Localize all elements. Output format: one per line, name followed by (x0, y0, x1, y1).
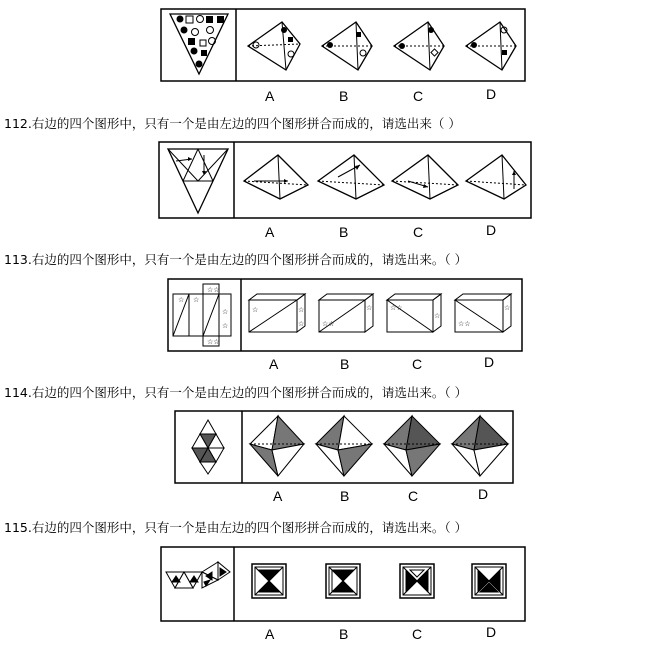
q112-option-a-figure (244, 155, 308, 199)
q111-figure-panel (160, 8, 526, 82)
q115-question (4, 518, 467, 536)
q113-question (4, 250, 467, 268)
q113-option-d-figure (455, 294, 511, 332)
q115-figure-panel (160, 546, 526, 622)
svg-text:☆: ☆ (298, 320, 305, 328)
svg-text:☆: ☆ (366, 304, 373, 312)
svg-text:☆: ☆ (222, 308, 229, 316)
q115-option-b-figure (326, 564, 360, 598)
q112-question (4, 114, 461, 132)
q111-option-b-figure (322, 22, 372, 70)
q115-option-c-figure (400, 564, 434, 598)
q111-option-b[interactable]: B (339, 88, 349, 104)
q111-option-c[interactable]: C (413, 88, 424, 104)
q112-source-triangle (168, 149, 228, 213)
svg-text:☆☆: ☆☆ (322, 320, 335, 328)
svg-text:☆: ☆ (298, 306, 305, 314)
svg-text:☆: ☆ (222, 322, 229, 330)
q115-text: 右边的四个图形中，只有一个是由左边的四个图形拼合而成的，请选出来。（ ） (31, 520, 468, 535)
q114-question (4, 383, 467, 401)
q112-option-b[interactable]: B (339, 224, 349, 240)
q113-source-net (173, 284, 231, 346)
q112-figure-panel (158, 141, 532, 219)
svg-text:☆☆: ☆☆ (207, 286, 220, 294)
q113-figure-panel (167, 278, 523, 352)
q113-option-d[interactable]: D (484, 354, 495, 370)
svg-text:☆: ☆ (434, 312, 441, 320)
q114-figure-panel (174, 410, 514, 484)
q113-option-c-figure (387, 294, 441, 332)
q114-source-net (192, 420, 224, 474)
q113-option-a[interactable]: A (269, 356, 279, 372)
q114-option-b[interactable]: B (340, 488, 350, 504)
q113-number: 113. (4, 252, 32, 267)
svg-text:☆: ☆ (504, 304, 511, 312)
q115-option-c[interactable]: C (412, 626, 423, 642)
q115-source-net (166, 562, 230, 588)
q112-text: 右边的四个图形中，只有一个是由左边的四个图形拼合而成的，请选出来（ ） (31, 116, 461, 131)
q113-option-c[interactable]: C (412, 356, 423, 372)
q113-option-b-figure (319, 294, 373, 332)
q112-option-c-figure (392, 155, 458, 199)
q114-text: 右边的四个图形中，只有一个是由左边的四个图形拼合而成的，请选出来。（ ） (31, 385, 468, 400)
q112-option-a[interactable]: A (265, 224, 275, 240)
q114-option-d-figure (452, 416, 508, 476)
svg-text:☆: ☆ (193, 296, 200, 304)
q113-option-a-figure (249, 294, 305, 332)
q115-number: 115. (4, 520, 32, 535)
q113-text: 右边的四个图形中，只有一个是由左边的四个图形拼合而成的，请选出来。（ ） (31, 252, 468, 267)
q115-option-a-figure (252, 564, 286, 598)
q111-source-triangle (170, 14, 228, 74)
svg-text:☆: ☆ (252, 306, 259, 314)
q112-number: 112. (4, 116, 32, 131)
q115-option-a[interactable]: A (265, 626, 275, 642)
q112-option-c[interactable]: C (413, 224, 424, 240)
q112-option-b-figure (318, 155, 384, 199)
svg-text:☆: ☆ (178, 296, 185, 304)
q115-option-b[interactable]: B (339, 626, 349, 642)
q111-option-d[interactable]: D (486, 86, 497, 102)
q114-number: 114. (4, 385, 32, 400)
q111-option-c-figure (394, 22, 444, 70)
svg-text:☆☆: ☆☆ (390, 304, 403, 312)
q112-option-d-figure (466, 155, 526, 199)
svg-text:☆☆: ☆☆ (458, 320, 471, 328)
q114-option-d[interactable]: D (478, 486, 489, 502)
q114-option-c-figure (384, 416, 440, 476)
q111-option-a[interactable]: A (265, 88, 275, 104)
q115-option-d[interactable]: D (486, 624, 497, 640)
q114-option-a[interactable]: A (273, 488, 283, 504)
q111-option-d-figure (466, 22, 516, 70)
q111-option-a-figure (248, 22, 300, 70)
svg-text:☆☆: ☆☆ (207, 338, 220, 346)
q113-option-b[interactable]: B (340, 356, 350, 372)
q114-option-c[interactable]: C (408, 488, 419, 504)
q114-option-a-figure (250, 416, 304, 476)
q115-option-d-figure (472, 564, 506, 598)
q112-option-d[interactable]: D (486, 222, 497, 238)
q114-option-b-figure (316, 416, 372, 476)
